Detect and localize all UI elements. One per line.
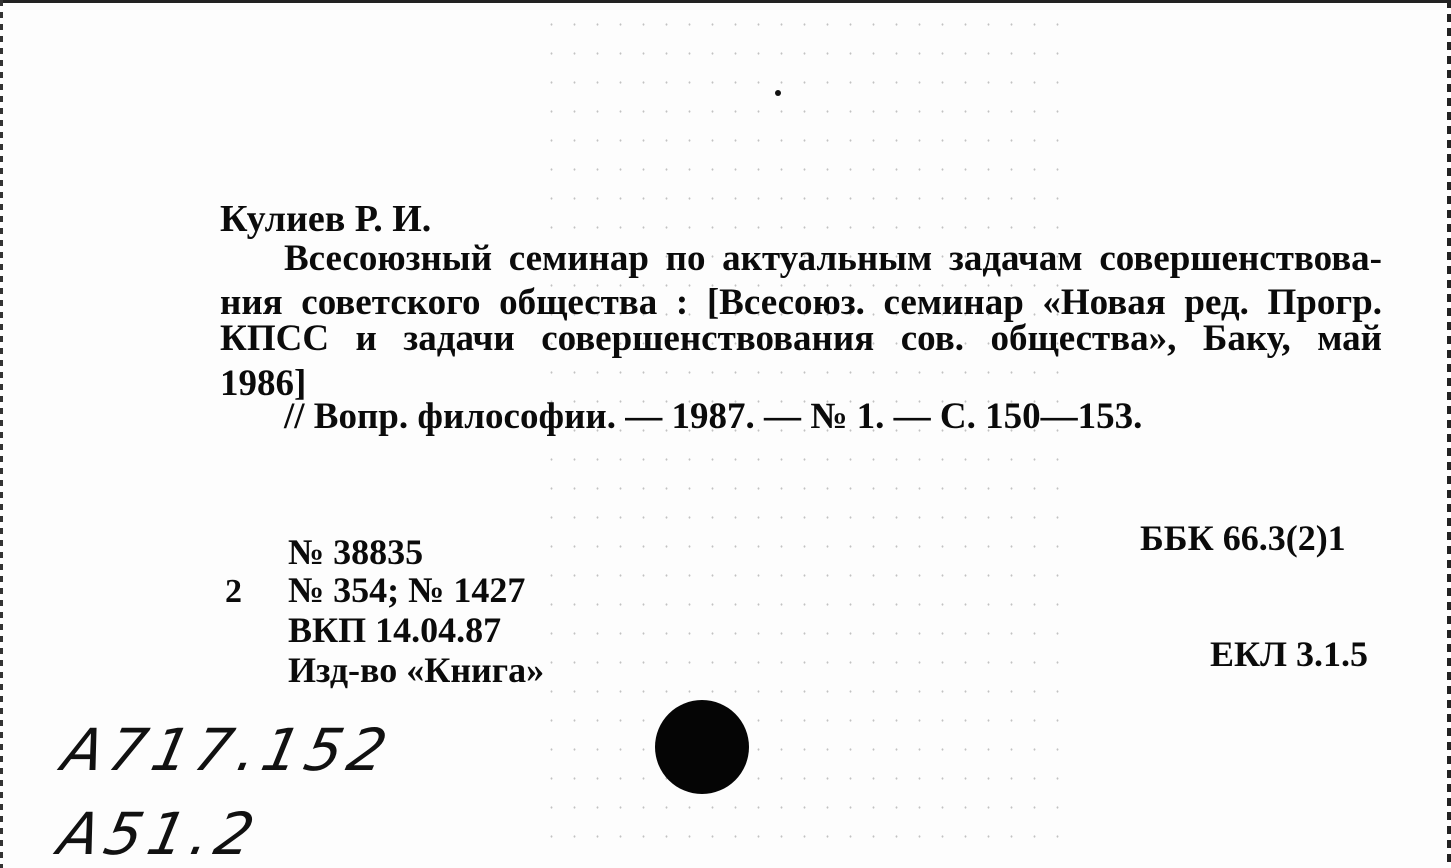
ink-dot — [775, 90, 781, 96]
title-line-3: КПСС и задачи совершенствования сов. общества», Баку, май — [220, 318, 1382, 359]
vkp-date: ВКП 14.04.87 — [288, 610, 502, 650]
ekl-code: ЕКЛ 3.1.5 — [1210, 634, 1368, 674]
card-left-edge — [0, 0, 3, 868]
inventory-refs: № 354; № 1427 — [288, 570, 526, 610]
inventory-number: № 38835 — [288, 532, 424, 572]
punch-hole — [655, 700, 749, 794]
title-line-2: ния советского общества : [Всесоюз. семинар «Новая ред. Прогр. — [220, 282, 1382, 323]
source-line: // Вопр. философии. — 1987. — № 1. — С. 150—153. — [284, 396, 1143, 437]
title-line-4: 1986] — [220, 363, 307, 404]
bbk-code: ББК 66.3(2)1 — [1140, 518, 1346, 558]
handwritten-shelfmark-2: A51.2 — [52, 800, 267, 868]
title-line-1: Всесоюзный семинар по актуальным задачам совершенствова- — [284, 238, 1382, 279]
publisher: Изд-во «Книга» — [288, 650, 545, 690]
card-top-edge — [0, 0, 1451, 3]
author-name: Кулиев Р. И. — [220, 198, 432, 240]
handwritten-shelfmark-1: A717.152 — [56, 716, 399, 784]
card-right-edge — [1447, 0, 1451, 868]
copies-count: 2 — [225, 573, 242, 610]
